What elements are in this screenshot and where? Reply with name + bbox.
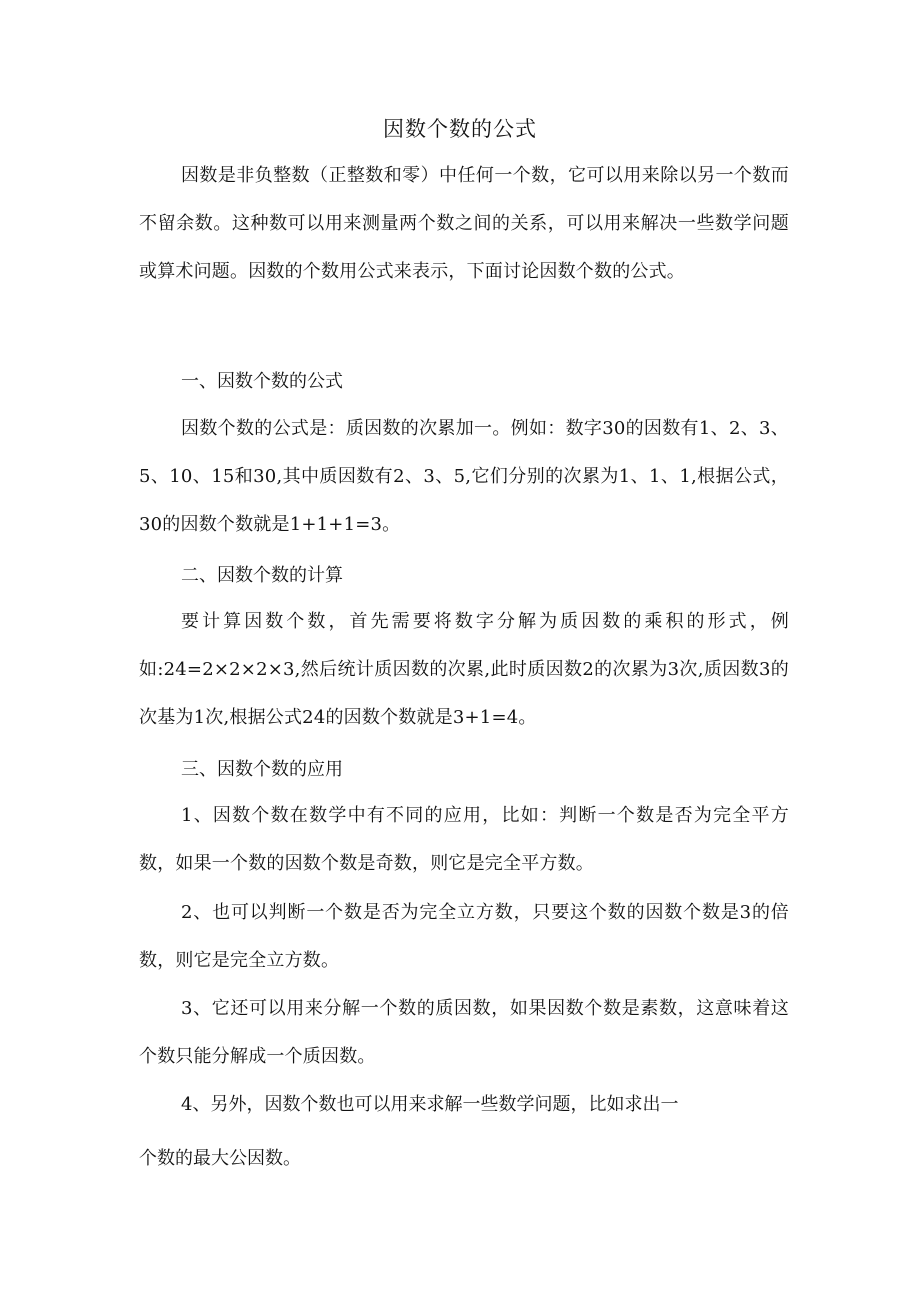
section-2-body: 要计算因数个数，首先需要将数字分解为质因数的乘积的形式，例如:24=2×2×2×3,然后统计质因数的次累,此时质因数2的次累为3次,质因数3的次基为1次,根据公式24的因数个数就是3+1=4。 <box>139 611 789 728</box>
section-3-item-1: 1、因数个数在数学中有不同的应用，比如：判断一个数是否为完全平方数，如果一个数的因数个数是奇数，则它是完全平方数。 <box>139 805 789 874</box>
section-2-heading: 二、因数个数的计算 <box>181 565 343 586</box>
intro-paragraph: 因数是非负整数（正整数和零）中任何一个数，它可以用来除以另一个数而不留余数。这种数可以用来测量两个数之间的关系，可以用来解决一些数学问题或算术问题。因数的个数用公式来表示，下面讨论因数个数的公式。 <box>139 165 789 282</box>
section-1-body: 因数个数的公式是：质因数的次累加一。例如：数字30的因数有1、2、3、5、10、15和30,其中质因数有2、3、5,它们分别的次累为1、1、1,根据公式，30的因数个数就是1+1+1=3。 <box>139 418 789 535</box>
document-title: 因数个数的公式 <box>383 117 537 141</box>
section-3-item-4-line-1: 4、另外，因数个数也可以用来求解一些数学问题，比如求出一 <box>181 1094 679 1115</box>
section-3-item-4-line-2: 个数的最大公因数。 <box>139 1148 301 1169</box>
section-3-heading: 三、因数个数的应用 <box>181 759 343 780</box>
section-1-heading: 一、因数个数的公式 <box>181 371 343 392</box>
section-3-item-3: 3、它还可以用来分解一个数的质因数，如果因数个数是素数，这意味着这个数只能分解成一个质因数。 <box>139 998 789 1067</box>
section-3-item-2: 2、也可以判断一个数是否为完全立方数，只要这个数的因数个数是3的倍数，则它是完全立方数。 <box>139 902 789 971</box>
